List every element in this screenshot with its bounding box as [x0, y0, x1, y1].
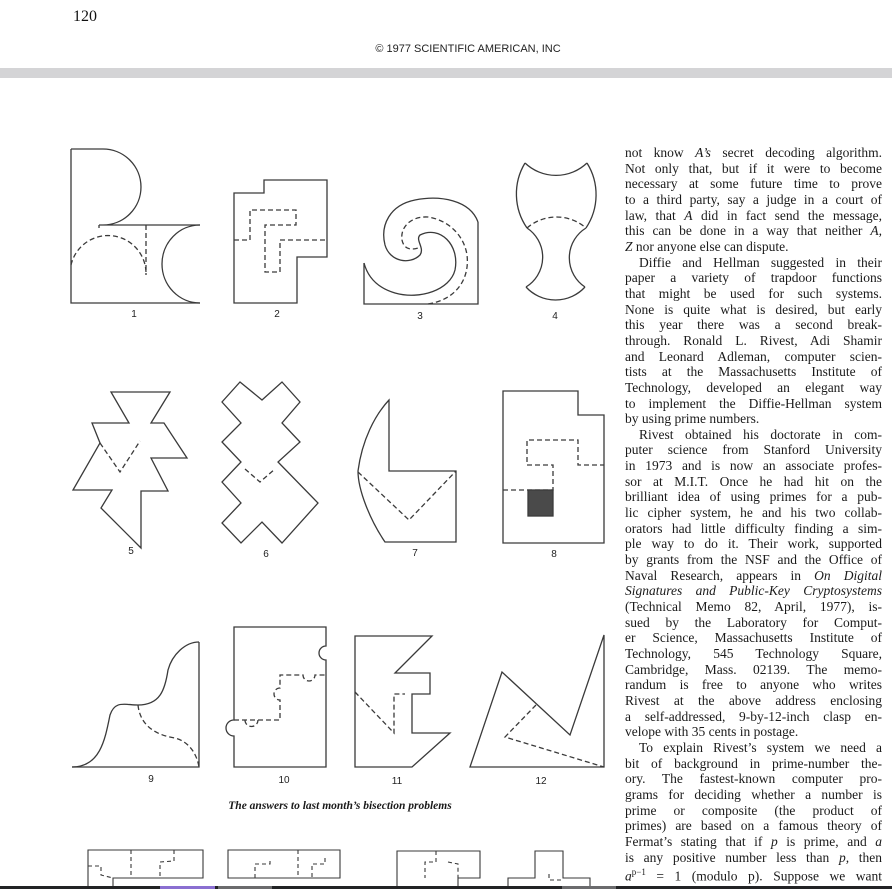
figure-label-4: 4 — [552, 311, 558, 322]
article-line: Naval Research, appears in On Digital — [625, 567, 882, 583]
figure-label-10: 10 — [278, 775, 290, 786]
article-line: randum is free to anyone who writes — [625, 677, 882, 693]
figure-label-12: 12 — [535, 776, 547, 787]
article-line: To explain Rivest’s system we need a — [639, 739, 882, 755]
article-line: puter science from Stanford University — [625, 442, 882, 458]
page-number: 120 — [73, 8, 97, 25]
copyright-text: © 1977 SCIENTIFIC AMERICAN, INC — [375, 43, 561, 55]
article-line: Z nor anyone else can dispute. — [625, 238, 789, 254]
article-line: prime or composite (the product of — [625, 802, 882, 818]
article-line: law, that A did in fact send the message, — [625, 207, 882, 223]
article-line: Rivest at the above address enclosing — [625, 692, 882, 708]
figure-5 — [73, 392, 187, 548]
article-line: a self-addressed, 9-by-12-inch clasp en- — [625, 708, 882, 724]
figure-label-1: 1 — [131, 309, 137, 320]
article-line: to a third party, say a judge in a court of — [625, 191, 882, 207]
article-line: by using prime numbers. — [625, 411, 760, 427]
article-line: not know A’s secret decoding algorithm. — [625, 145, 883, 160]
figure-9 — [72, 642, 199, 767]
article-line: grams for deciding whether a number is — [625, 786, 882, 802]
article-line: Technology, developed an elegant way — [625, 379, 882, 395]
article-line: to implement the Diffie-Hellman system — [625, 395, 882, 411]
article-line: necessary at some future time to prove — [625, 176, 882, 192]
article-line: sor at M.I.T. Once he had hit on the — [625, 473, 882, 489]
article-line: Cambridge, Mass. 02139. The memo- — [625, 661, 882, 677]
figure-3 — [364, 198, 478, 304]
figure-10 — [226, 627, 326, 767]
figure-12 — [470, 635, 604, 767]
figure-label-3: 3 — [417, 311, 423, 322]
figure-label-7: 7 — [412, 548, 418, 559]
figure-11 — [355, 636, 450, 767]
article-line: this year there was a second break- — [625, 317, 882, 333]
figure-7 — [358, 400, 456, 542]
figure-label-2: 2 — [274, 309, 280, 320]
article-line: tists at the Massachusetts Institute of — [625, 364, 882, 380]
figure-label-8: 8 — [551, 549, 557, 560]
figure-caption: The answers to last month’s bisection problems — [228, 800, 452, 812]
article-line: Not only that, but if it were to become — [625, 160, 882, 176]
article-line: through. Ronald L. Rivest, Adi Shamir — [625, 332, 882, 348]
article-line: is any positive number less than p, then — [625, 849, 882, 865]
article-line: orators had little difficulty finding a sim- — [625, 520, 882, 536]
article-line: sued by the Laboratory for Comput- — [625, 614, 882, 630]
article-line: primes) are based on a famous theory of — [625, 818, 882, 834]
figure-label-6: 6 — [263, 549, 269, 560]
article-line: Signatures and Public-Key Cryptosystems — [625, 583, 882, 599]
figure-2 — [234, 180, 327, 303]
article-line: by grants from the NSF and the Office of — [625, 552, 882, 568]
figure-label-11: 11 — [391, 776, 403, 787]
article-line: that might be used for such systems. — [625, 285, 882, 301]
article-column — [625, 145, 882, 884]
figure-1 — [71, 149, 200, 303]
article-line: lic cipher system, he and his two collab- — [625, 505, 882, 521]
article-line: Rivest obtained his doctorate in com- — [639, 426, 882, 442]
article-line: ory. The fastest-known computer pro- — [625, 771, 882, 787]
article-line: None is quite what is desired, but early — [625, 301, 882, 317]
article-line: in 1973 and is now an associate profes- — [625, 458, 882, 474]
article-line: Diffie and Hellman suggested in their — [639, 254, 882, 270]
article-line: paper a variety of trapdoor functions — [625, 270, 882, 286]
article-line: (Technical Memo 82, April, 1977), is- — [625, 599, 882, 615]
article-line: this can be done in a way that neither A, — [625, 223, 882, 239]
figure-row-partial — [88, 850, 590, 889]
article-line-formula: $a^{p-1} = 1$ (modulo p). Suppose we want — [625, 867, 882, 884]
figure-label-5: 5 — [128, 546, 134, 557]
article-line: ple way to do it. Their work, supported — [625, 536, 882, 552]
article-line: Fermat’s stating that if p is prime, and a — [625, 833, 882, 849]
article-line: brilliant idea of using primes for a pub- — [625, 489, 882, 505]
figure-6 — [222, 382, 318, 543]
figure-8 — [503, 391, 604, 543]
article-line: er Science, Massachusetts Institute of — [625, 630, 882, 646]
article-line: velope with 35 cents in postage. — [625, 724, 799, 740]
article-line: and Leonard Adleman, computer scien- — [625, 348, 882, 364]
figure-4 — [516, 163, 596, 300]
article-line: bit of background in prime-number the- — [625, 755, 882, 771]
figure-label-9: 9 — [148, 774, 154, 785]
article-line: Technology, 545 Technology Square, — [625, 646, 882, 661]
